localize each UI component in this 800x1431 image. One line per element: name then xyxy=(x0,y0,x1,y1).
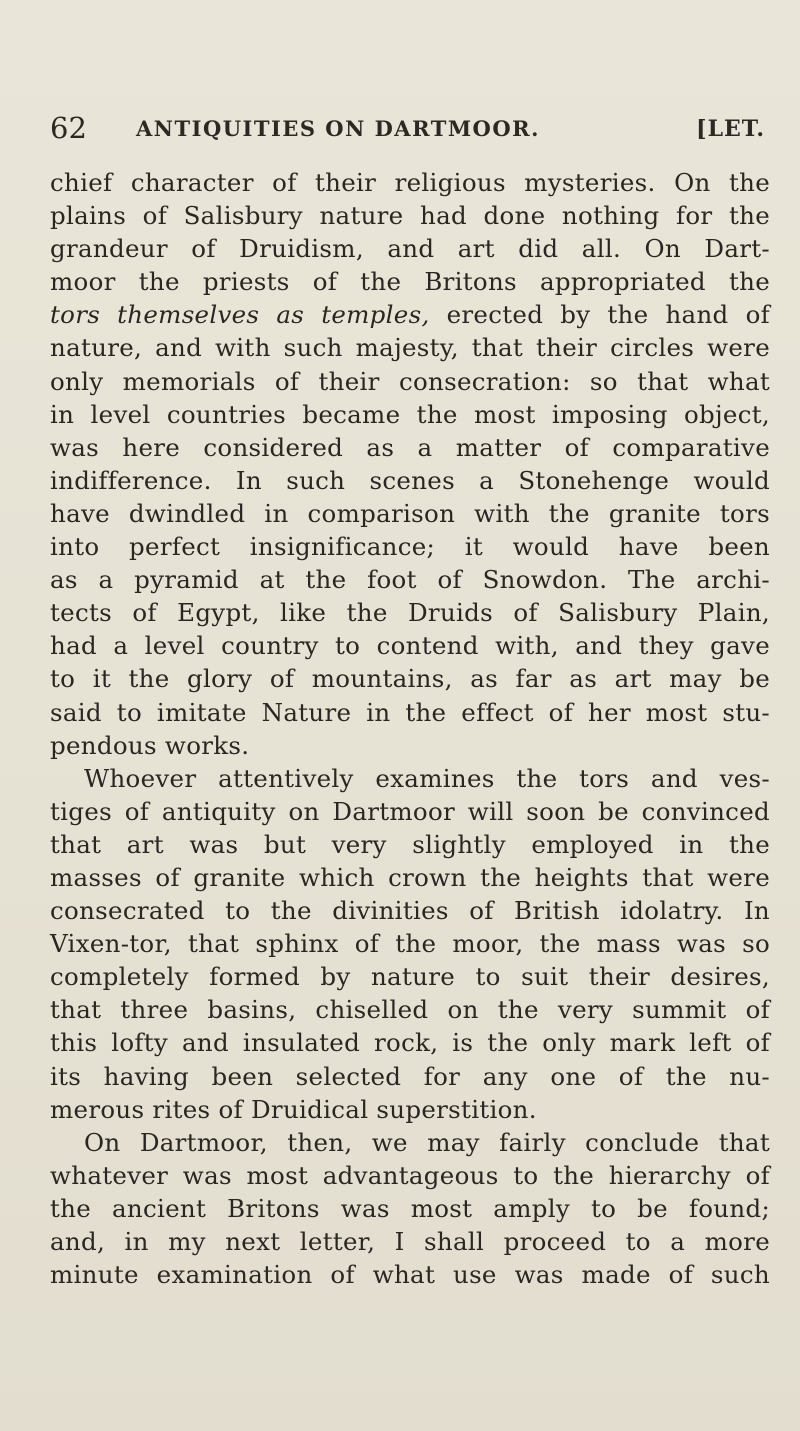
text-line: moor the priests of the Britons appropriated the xyxy=(50,267,770,297)
text-line: had a level country to contend with, and they gave xyxy=(50,631,770,661)
text-line: chief character of their religious mysteries. On the xyxy=(50,168,770,197)
text-line: nature, and with such majesty, that their circles were xyxy=(50,333,770,363)
text-line: as a pyramid at the foot of Snowdon. The archi- xyxy=(50,565,770,595)
text-fragment: erected by the hand of xyxy=(429,300,770,330)
text-line: completely formed by nature to suit their desires, xyxy=(50,962,770,992)
text-line: this lofty and insulated rock, is the only mark left of xyxy=(50,1028,770,1058)
text-line: On Dartmoor, then, we may fairly conclude that xyxy=(84,1127,770,1157)
text-line: the ancient Britons was most amply to be found; xyxy=(50,1193,770,1223)
text-line: pendous works. xyxy=(50,730,250,760)
text-line: indifference. In such scenes a Stonehenge would xyxy=(50,465,770,495)
italic-phrase: tors themselves as temples, xyxy=(50,300,430,330)
text-line: was here considered as a matter of comparative xyxy=(50,432,770,462)
section-mark: [LET. xyxy=(696,116,765,142)
text-line: said to imitate Nature in the effect of her most stu- xyxy=(50,697,770,727)
text-line: have dwindled in comparison with the granite tors xyxy=(50,498,770,528)
text-line: masses of granite which crown the heights that were xyxy=(50,862,770,892)
text-line: grandeur of Druidism, and art did all. On Dart- xyxy=(50,234,770,264)
text-line: whatever was most advantageous to the hierarchy of xyxy=(50,1160,770,1190)
text-line: to it the glory of mountains, as far as art may be xyxy=(50,664,770,694)
text-line: minute examination of what use was made of such xyxy=(50,1260,770,1290)
text-line: its having been selected for any one of the nu- xyxy=(50,1061,770,1091)
text-line: Vixen-tor, that sphinx of the moor, the mass was so xyxy=(50,929,770,959)
text-line: in level countries became the most imposing object, xyxy=(50,399,770,429)
text-line: and, in my next letter, I shall proceed to a more xyxy=(50,1227,770,1256)
body-text xyxy=(50,166,770,1291)
running-title: ANTIQUITIES ON DARTMOOR. xyxy=(136,116,540,141)
text-line: tects of Egypt, like the Druids of Salisbury Plain, xyxy=(50,598,770,628)
text-line: that three basins, chiselled on the very summit of xyxy=(50,995,770,1025)
page-number: 62 xyxy=(50,111,87,145)
text-line: only memorials of their consecration: so that what xyxy=(50,366,770,396)
text-line xyxy=(50,298,770,331)
text-line: tiges of antiquity on Dartmoor will soon be convinced xyxy=(50,796,770,826)
text-line: consecrated to the divinities of British idolatry. In xyxy=(50,896,770,926)
running-head xyxy=(50,108,765,148)
text-line: Whoever attentively examines the tors and ves- xyxy=(84,763,770,793)
text-line: merous rites of Druidical superstition. xyxy=(50,1094,537,1124)
text-line: that art was but very slightly employed in the xyxy=(50,829,770,859)
text-line: plains of Salisbury nature had done nothing for the xyxy=(50,201,770,231)
text-line: into perfect insignificance; it would have been xyxy=(50,532,770,562)
